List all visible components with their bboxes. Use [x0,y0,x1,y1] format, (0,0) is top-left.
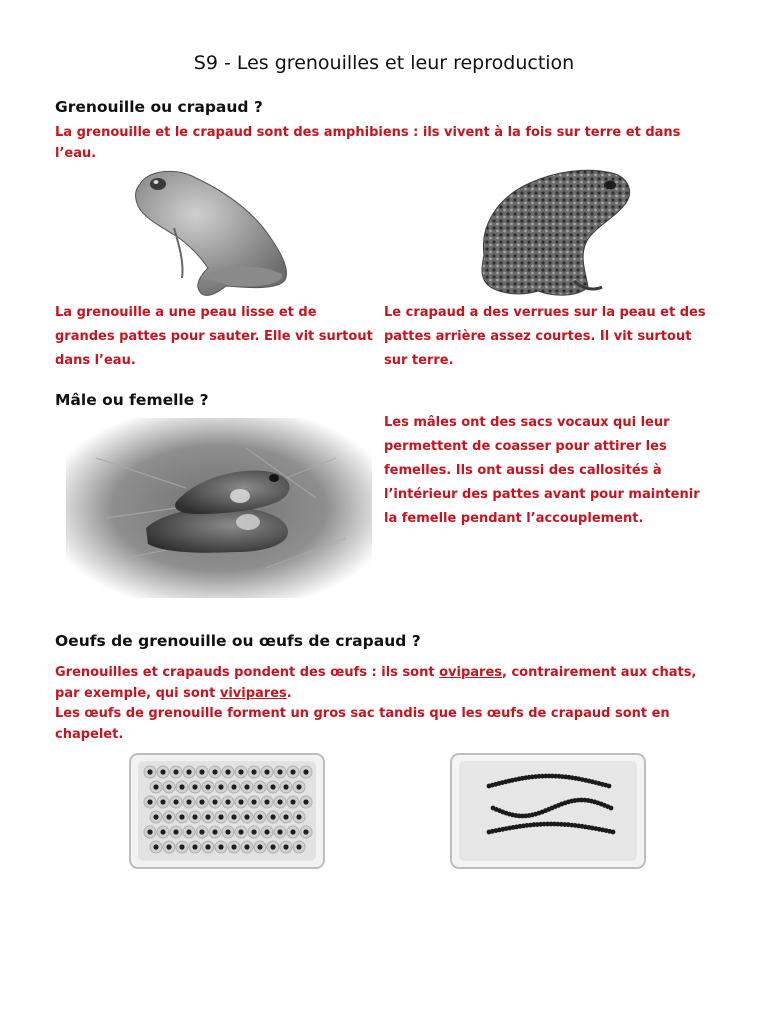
eggs-shape-paragraph: Les œufs de grenouille forment un gros sac tandis que les œufs de crapaud sont en chapelet. [55,706,670,742]
vivipares-term: vivipares [219,686,287,701]
heading-male-or-female: Mâle ou femelle ? [55,391,209,409]
frog-eggs-image [128,752,326,870]
mating-frogs-image [66,418,372,598]
ovipares-term: ovipares [439,665,503,680]
toad-eggs-image [449,752,647,870]
frog-image [130,166,295,301]
toad-description: Le crapaud a des verrues sur la peau et des pattes arrière assez courtes. Il vit surtout sur terre. [384,305,706,368]
frog-description: La grenouille a une peau lisse et de grandes pattes pour sauter. Elle vit surtout dans l’eau. [55,305,373,368]
eggs-oviparous-paragraph: Grenouilles et crapauds pondent des œufs : ils sont ovipares, contrairement aux chats, par exemple, qui sont vivipares. [55,665,697,701]
toad-image [478,163,636,303]
male-female-description: Les mâles ont des sacs vocaux qui leur permettent de coasser pour attirer les femelles. Ils ont aussi des callosités à l’intérieur des pattes avant pour maintenir la femelle pendant l’accouplement. [384,415,700,526]
heading-frog-or-toad: Grenouille ou crapaud ? [55,98,263,116]
heading-eggs: Oeufs de grenouille ou œufs de crapaud ? [55,632,421,650]
intro-amphibians: La grenouille et le crapaud sont des amphibiens : ils vivent à la fois sur terre et dans l’eau. [55,125,681,161]
page-title: S9 - Les grenouilles et leur reproduction [193,52,575,74]
